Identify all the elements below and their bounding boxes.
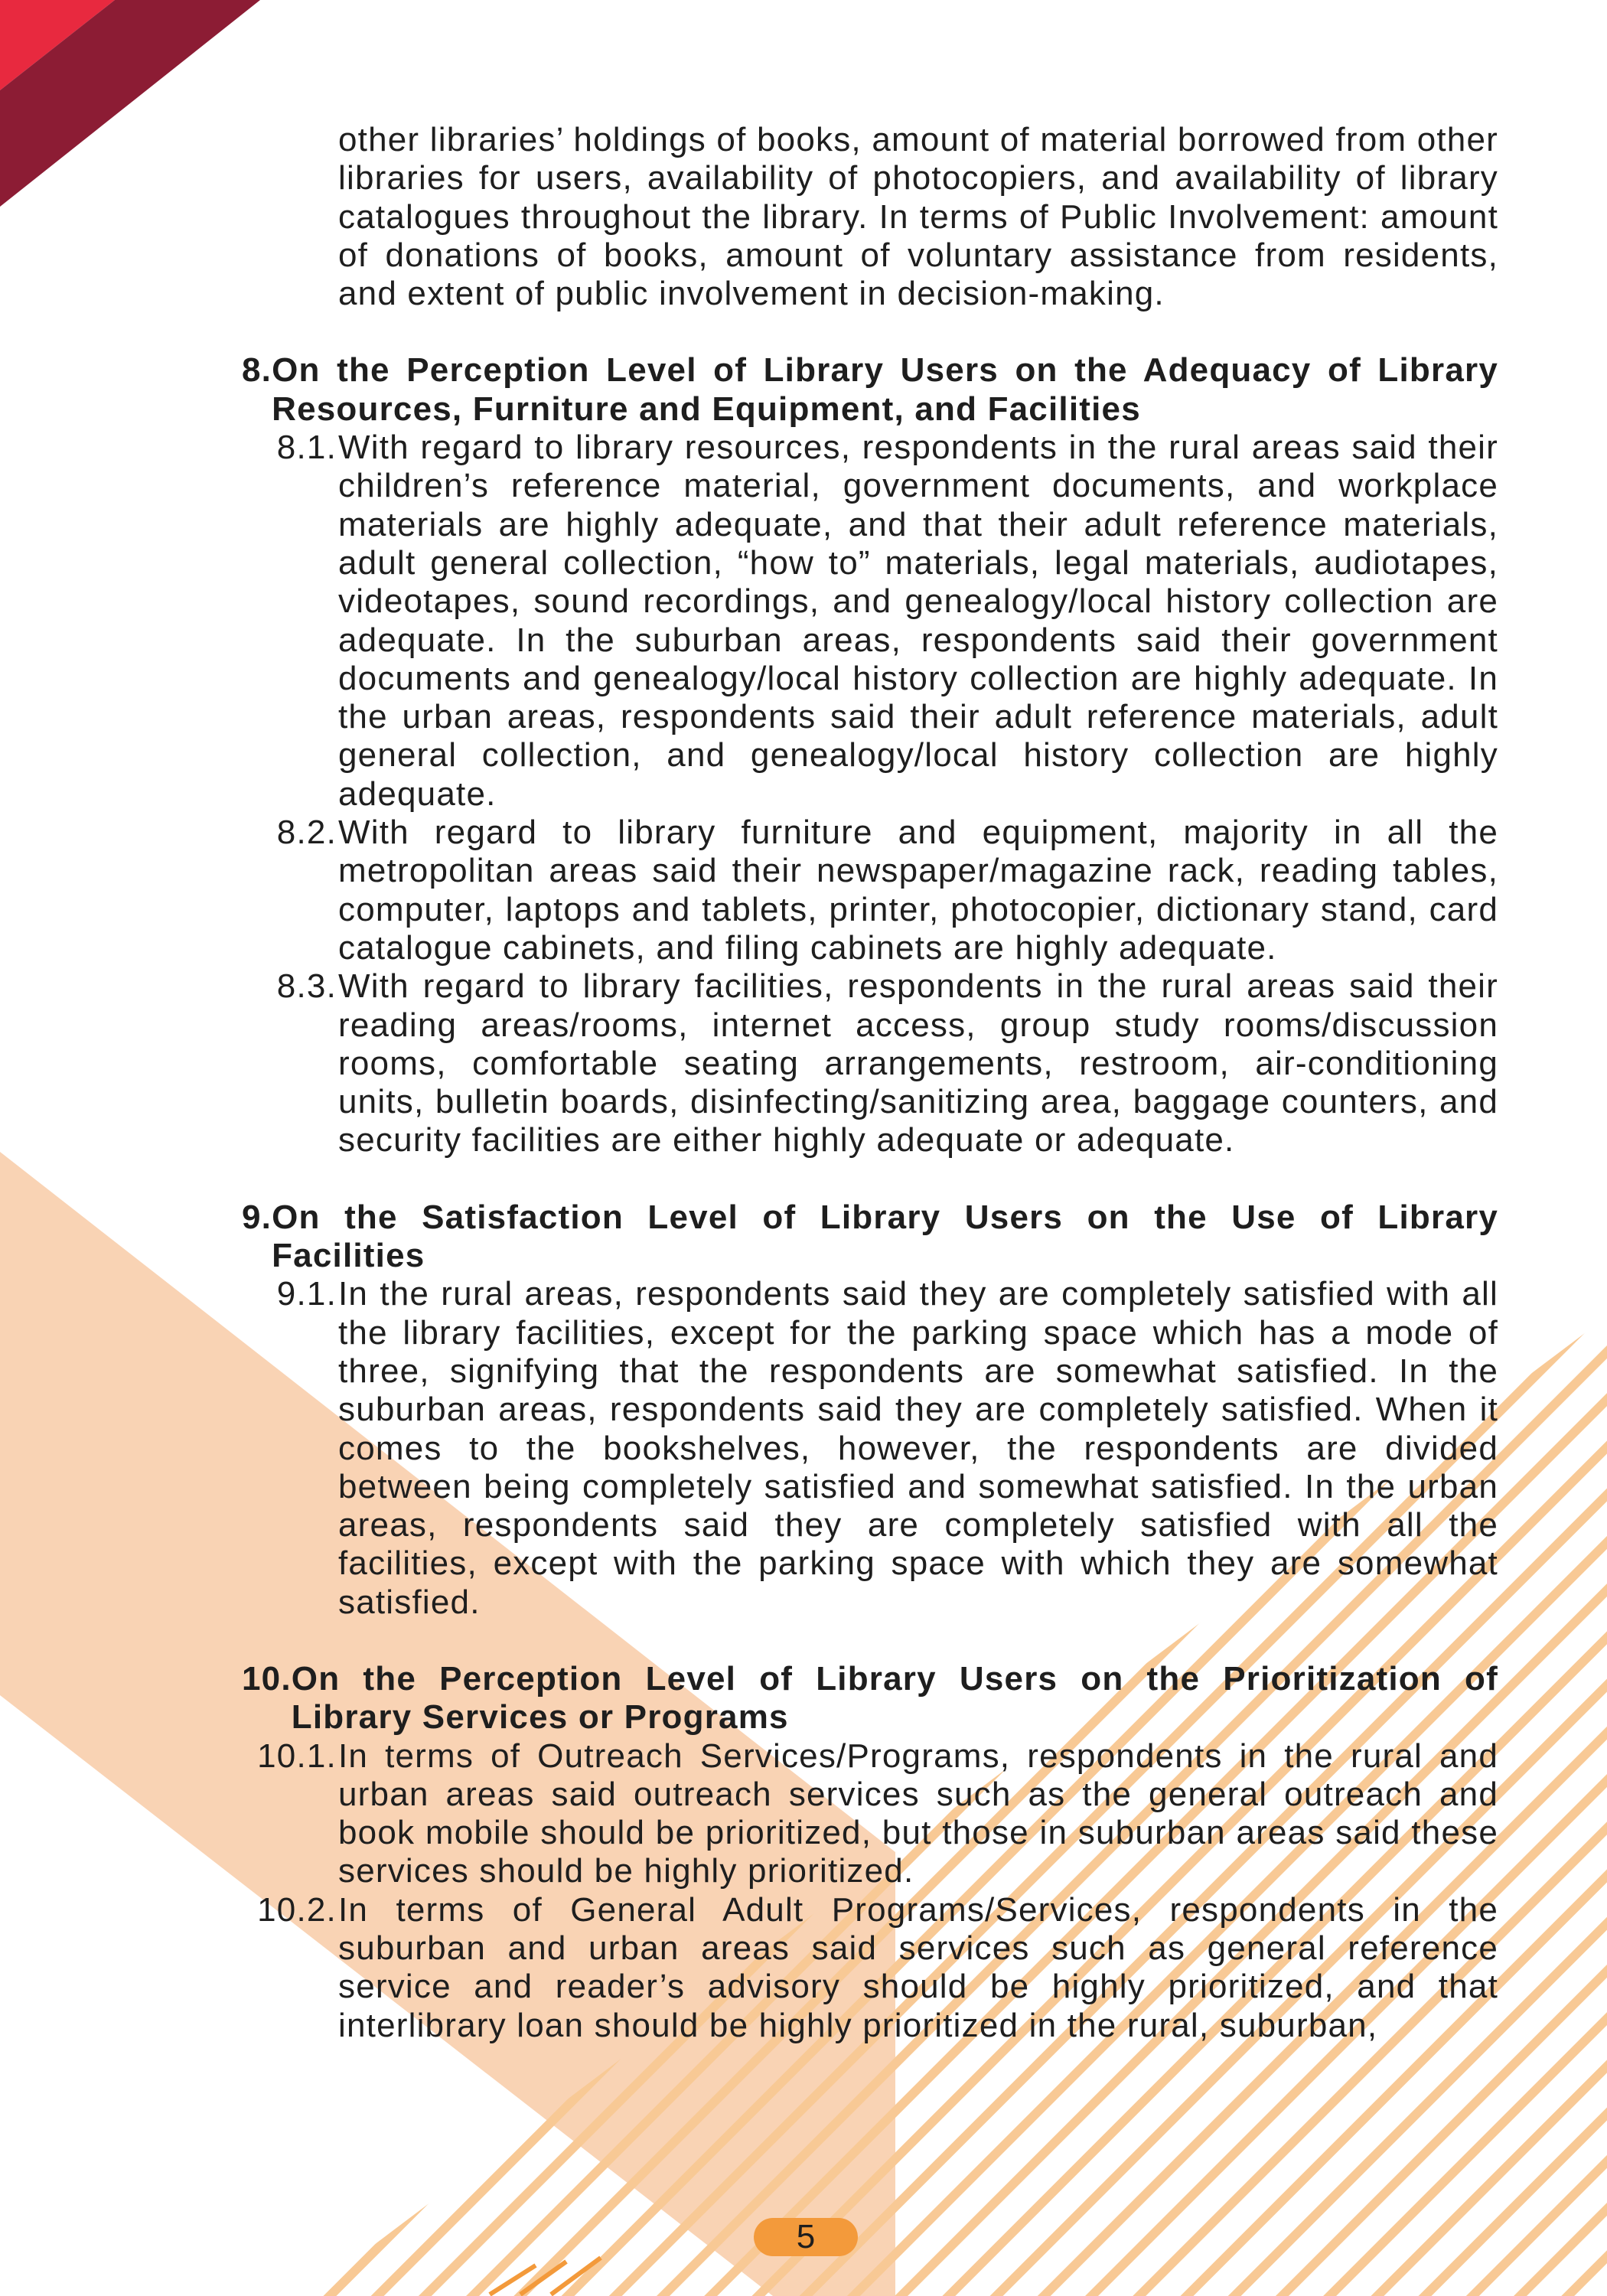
list-item-10-2 xyxy=(242,1891,1498,2045)
list-item-10-1 xyxy=(242,1737,1498,1891)
page-number-badge: 5 xyxy=(754,2218,858,2256)
item-number: 8.1. xyxy=(276,429,337,467)
item-number: 8.2. xyxy=(276,814,337,852)
section-title: On the Satisfaction Level of Library Users on the Use of Library Facilities xyxy=(272,1198,1498,1275)
section-title: On the Perception Level of Library Users on the Prioritization of Library Services or Programs xyxy=(291,1659,1498,1737)
item-text: With regard to library resources, respondents in the rural areas said their children’s reference material, government documents, and workplace materials are highly adequate, and that their adult reference materials, adult general collection, “how to” materials, legal materials, audiotapes, videotapes, sound recordings, and genealogy/local history collection are adequate. In the suburban areas, respondents said their government documents and genealogy/local history collection are highly adequate. In the urban areas, respondents said their adult reference materials, adult general collection, and genealogy/local history collection are highly adequate. xyxy=(338,429,1498,813)
list-item-8-1 xyxy=(242,429,1498,814)
item-number: 10.2. xyxy=(257,1890,337,1929)
list-item-8-2 xyxy=(242,814,1498,967)
section-heading-10 xyxy=(242,1660,1498,1737)
section-number: 8. xyxy=(242,351,272,390)
section-title: On the Perception Level of Library Users on the Adequacy of Library Resources, Furniture and Equipment, and Facilities xyxy=(272,351,1498,428)
section-number: 10. xyxy=(242,1659,292,1698)
section-heading-8 xyxy=(242,351,1498,429)
intro-paragraph: other libraries’ holdings of books, amount of material borrowed from other libraries for users, availability of photocopiers, and availability of library catalogues throughout the library. In terms of Public Involvement: amount of donations of books, amount of voluntary assistance from residents, and extent of public involvement in decision-making. xyxy=(338,121,1498,313)
item-number: 10.1. xyxy=(257,1737,337,1775)
item-text: In the rural areas, respondents said they are completely satisfied with all the library facilities, except for the parking space which has a mode of three, signifying that the respondents are somewhat satisfied. In the suburban areas, respondents said they are completely satisfied. When it comes to the bookshelves, however, the respondents are divided between being completely satisfied and somewhat satisfied. In the urban areas, respondents said they are completely satisfied with all the facilities, except with the parking space with which they are somewhat satisfied. xyxy=(338,1275,1498,1621)
document-body xyxy=(242,121,1498,2045)
item-number: 9.1. xyxy=(276,1275,337,1313)
section-heading-9 xyxy=(242,1199,1498,1276)
list-item-9-1 xyxy=(242,1275,1498,1622)
item-text: In terms of Outreach Services/Programs, respondents in the rural and urban areas said outreach services such as the general outreach and book mobile should be prioritized, but those in suburban areas said these services should be highly prioritized. xyxy=(338,1737,1498,1890)
list-item-8-3 xyxy=(242,967,1498,1159)
item-text: With regard to library facilities, respondents in the rural areas said their reading areas/rooms, internet access, group study rooms/discussion rooms, comfortable seating arrangements, restroom, air-conditioning units, bulletin boards, disinfecting/sanitizing area, baggage counters, and security facilities are either highly adequate or adequate. xyxy=(338,967,1498,1159)
item-number: 8.3. xyxy=(276,967,337,1006)
section-number: 9. xyxy=(242,1198,272,1236)
item-text: With regard to library furniture and equipment, majority in all the metropolitan areas said their newspaper/magazine rack, reading tables, computer, laptops and tablets, printer, photocopier, dictionary stand, card catalogue cabinets, and filing cabinets are highly adequate. xyxy=(338,814,1498,967)
item-text: In terms of General Adult Programs/Services, respondents in the suburban and urban areas said services such as general reference service and reader’s advisory should be highly prioritized, and that interlibrary loan should be highly prioritized in the rural, suburban, xyxy=(338,1890,1498,2044)
